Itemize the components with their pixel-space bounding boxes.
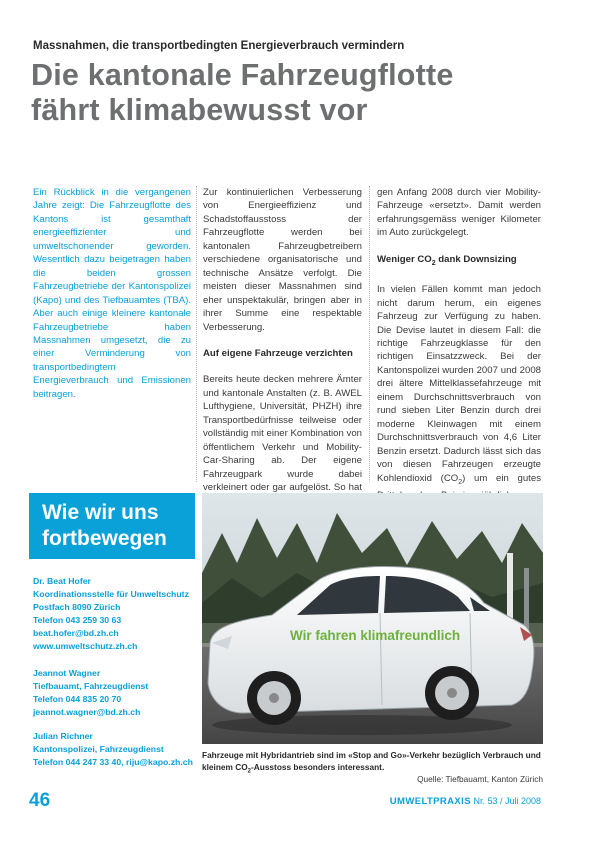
contact-phone: Telefon 043 259 30 63 bbox=[33, 614, 122, 625]
heading-text: Weniger CO bbox=[377, 253, 432, 265]
contact-name: Dr. Beat Hofer bbox=[33, 576, 91, 586]
body-text: ) um ein gutes bbox=[462, 472, 541, 484]
body-paragraph: Zur kontinuierlichen Verbesserung von Energieeffizienz und Schadstoffausstoss der Fahrzeugflotte werden bei kantonalen Fahrzeugbetreibern verschiedene organisatorische und technische Ansätze verfolgt. Die meisten dieser Massnahmen sind eher unspektakulär, bringen aber in ihrer Summe eine respektable Verbesserung. bbox=[203, 187, 362, 333]
hybrid-car-photo bbox=[202, 493, 543, 744]
page-number: 46 bbox=[29, 790, 51, 811]
contact-email[interactable]: beat.hofer@bd.zh.ch bbox=[33, 627, 119, 638]
lead-paragraph: Ein Rückblick in die vergangenen Jahre zeigt: Die Fahrzeugflotte des Kantons ist gesamthaft energieeffizienter und umweltschonender geworden. Wesentlich dazu beigetragen haben die beiden grossen Fahrzeugbetriebe der Kantonspolizei (Kapo) und des Tiefbauamtes (TBA). Aber auch einige kleinere kantonale Fahrzeugbetriebe haben Massnahmen umgesetzt, die zu einer Verminderung von transportbedingtem Energieverbrauch und Emissionen beitragen. bbox=[33, 187, 191, 400]
article-kicker: Massnahmen, die transportbedingten Energieverbrauch vermindern bbox=[33, 40, 405, 52]
contact-email[interactable]: jeannot.wagner@bd.zh.ch bbox=[33, 706, 141, 717]
column-divider bbox=[196, 186, 197, 482]
contact-block bbox=[33, 667, 203, 719]
sidebar-title bbox=[42, 500, 192, 552]
contact-org: Tiefbauamt, Fahrzeugdienst bbox=[33, 680, 149, 691]
caption-text: -Ausstoss besonders interessant. bbox=[251, 761, 385, 772]
body-paragraph: gen Anfang 2008 durch vier Mobility-Fahrzeuge «ersetzt». Damit werden erfahrungsgemäss weniger Kilometer im Auto zurückgelegt. bbox=[377, 187, 541, 239]
photo-source: Quelle: Tiefbauamt, Kanton Zürich bbox=[417, 774, 543, 784]
contact-address: Postfach 8090 Zürich bbox=[33, 601, 121, 612]
body-subscript: 2 bbox=[458, 478, 463, 486]
headline-line-1: Die kantonale Fahrzeugflotte bbox=[31, 58, 454, 92]
contact-name: Jeannot Wagner bbox=[33, 668, 101, 678]
sidebar-title-line-2: fortbewegen bbox=[42, 527, 167, 550]
body-paragraph bbox=[377, 283, 541, 502]
sidebar-title-line-1: Wie wir uns bbox=[42, 501, 159, 524]
contact-org: Koordinationsstelle für Umweltschutz bbox=[33, 588, 189, 599]
body-paragraph: Bereits heute decken mehrere Ämter und kantonale Anstalten (z. B. AWEL Lufthygiene, Universität, PHZH) ihre Transportbedürfnisse teilweise oder vollständig mit einer Kombination von öffentlichem Verkehr und Mobility-Car-Sharing ab. Der eigene Fahrzeugpark wurde dabei verkleinert oder gar aufgelöst. So hat bbox=[203, 374, 362, 494]
magazine-name: UMWELTPRAXIS bbox=[389, 796, 471, 807]
contact-phone: Telefon 044 835 20 70 bbox=[33, 693, 122, 704]
issue-info: Nr. 53 / Juli 2008 bbox=[473, 796, 541, 806]
body-text: In vielen Fällen kommt man jedoch nicht darum herum, ein eigenes Fahrzeug zur Verfügung zu haben. Die Devise lautet in diesem Fall: die richtige Fahrzeugklasse für den richtigen Einsatzzweck. Bei der Kantonspolizei wurden 2007 und 2008 drei ältere Mittelklassefahrzeuge mit einem Durchschnittsverbrauch von rund sieben Liter Benzin durch drei moderne Kleinwagen mit einem Durchschnittsverbrauch von 4,6 Liter Benzin ersetzt. Dadurch lässt sich das von diesen Fahrzeugen erzeugte Kohlendioxid (CO bbox=[377, 284, 541, 484]
contact-phone-email[interactable]: Telefon 044 247 33 40, riju@kapo.zh.ch bbox=[33, 756, 193, 767]
article-headline bbox=[31, 58, 571, 128]
caption-text: Fahrzeuge mit Hybridantrieb sind im «Stop and Go»-Verkehr bezüglich Verbrauch und kleinem CO bbox=[202, 750, 541, 772]
heading-subscript: 2 bbox=[431, 259, 436, 267]
section-heading: Auf eigene Fahrzeuge verzichten bbox=[203, 347, 353, 359]
column-divider bbox=[369, 186, 370, 482]
contact-web[interactable]: www.umweltschutz.zh.ch bbox=[33, 640, 138, 651]
column-3 bbox=[377, 186, 541, 502]
headline-line-2: fährt klimabewusst vor bbox=[31, 93, 368, 127]
car-slogan: Wir fahren klimafreundlich bbox=[290, 628, 461, 643]
footer-magazine bbox=[350, 796, 541, 807]
contact-name: Julian Richner bbox=[33, 731, 93, 741]
column-2 bbox=[203, 186, 362, 521]
contact-block bbox=[33, 730, 203, 769]
heading-text: dank Downsizing bbox=[435, 253, 517, 265]
section-heading bbox=[377, 253, 541, 270]
caption-subscript: 2 bbox=[247, 768, 251, 775]
contact-block bbox=[33, 575, 203, 652]
article-photo bbox=[202, 493, 543, 744]
contact-org: Kantonspolizei, Fahrzeugdienst bbox=[33, 743, 164, 754]
